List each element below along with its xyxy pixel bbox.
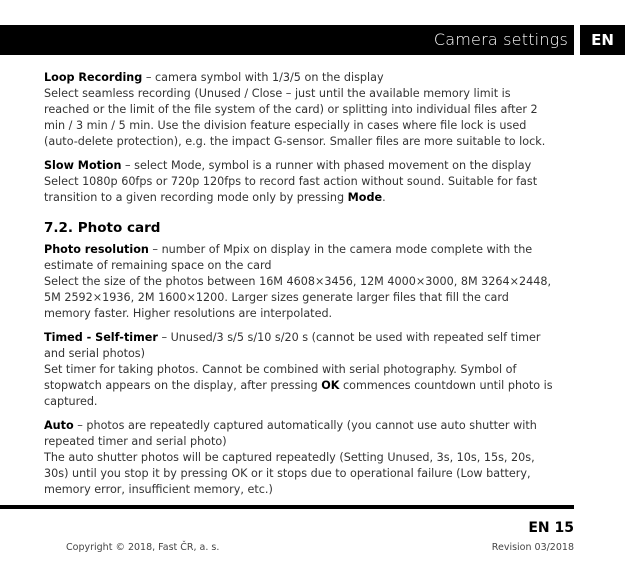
- header-bar: [0, 25, 574, 55]
- self-timer-intro: – Unused/3 s/5 s/10 s/20 s (cannot be used with repeated self timer and serial photos): [44, 331, 541, 360]
- slow-motion-tail: .: [382, 191, 386, 204]
- page-number: EN 15: [528, 520, 574, 536]
- footer-rule: [0, 505, 574, 509]
- slow-motion-term: Slow Motion: [44, 159, 122, 172]
- auto-paragraph: [44, 418, 559, 498]
- self-timer-body: Set timer for taking photos. Cannot be combined with serial photography. Symbol of stopwatch appears on the display, after pressing: [44, 363, 517, 392]
- copyright-text: Copyright © 2018, Fast ČR, a. s.: [66, 542, 220, 553]
- page-content: [44, 70, 559, 506]
- photo-resolution-paragraph: [44, 242, 559, 322]
- photo-resolution-term: Photo resolution: [44, 243, 149, 256]
- slow-motion-intro: – select Mode, symbol is a runner with phased movement on the display: [121, 159, 532, 172]
- slow-motion-paragraph: [44, 158, 559, 206]
- loop-recording-intro: – camera symbol with 1/3/5 on the display: [142, 71, 384, 84]
- loop-recording-paragraph: [44, 70, 559, 150]
- loop-recording-body: Select seamless recording (Unused / Close – just until the available memory limit is reached or the limit of the file system of the card) or splitting into individual files after 2 min / 3 min / 5 min. Use the division feature especially in cases where file lock is used (auto-delete protection), e.g. the impact G-sensor. Smaller files are more suitable to lock.: [44, 87, 546, 148]
- ok-key-label: OK: [321, 379, 340, 392]
- self-timer-term: Timed - Self-timer: [44, 331, 158, 344]
- revision-text: Revision 03/2018: [491, 542, 574, 553]
- loop-recording-term: Loop Recording: [44, 71, 143, 84]
- mode-key-label: Mode: [347, 191, 383, 204]
- auto-intro: – photos are repeatedly captured automatically (you cannot use auto shutter with repeated timer and serial photo): [44, 419, 537, 448]
- slow-motion-body: Select 1080p 60fps or 720p 120fps to record fast action without sound. Suitable for fast transition to a given recording mode only by pressing: [44, 175, 538, 204]
- language-badge: EN: [580, 25, 625, 55]
- header-title: Camera settings: [433, 30, 568, 49]
- section-heading: 7.2. Photo card: [44, 220, 161, 236]
- self-timer-tail: commences countdown until photo is captured.: [44, 379, 553, 408]
- photo-resolution-body: Select the size of the photos between 16M 4608×3456, 12M 4000×3000, 8M 3264×2448, 5M 2592×1936, 2M 1600×1200. Larger sizes generate larger files that fill the card memory faster. Higher resolutions are interpolated.: [44, 275, 552, 320]
- auto-body: The auto shutter photos will be captured repeatedly (Setting Unused, 3s, 10s, 15s, 20s, 30s) until you stop it by pressing OK or it stops due to operational failure (Low battery, memory error, insufficient memory, etc.): [44, 451, 535, 496]
- self-timer-paragraph: [44, 330, 559, 410]
- photo-resolution-intro: – number of Mpix on display in the camera mode complete with the estimate of remaining space on the card: [44, 243, 533, 272]
- auto-term: Auto: [44, 419, 74, 432]
